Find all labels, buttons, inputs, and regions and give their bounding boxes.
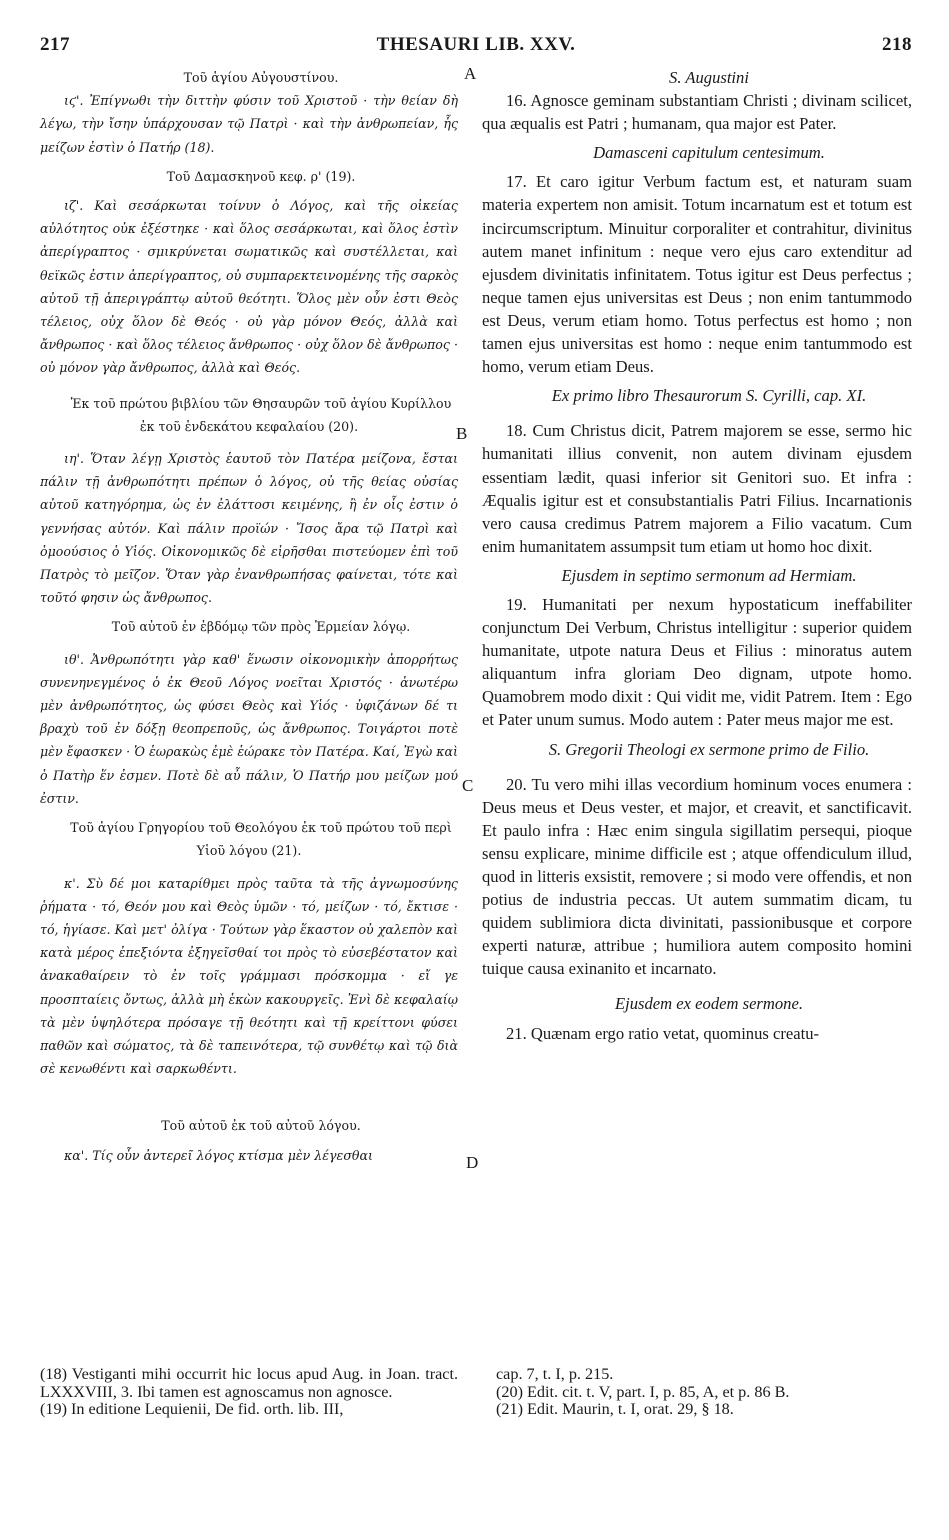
margin-marker-c: C xyxy=(462,776,474,795)
latin-column xyxy=(482,66,912,1045)
latin-paragraph-17: 17. Et caro igitur Verbum factum est, et naturam suam materia expertem non amisit. Totum incarnatum est et totum est incircumscriptum. Minuitur corporaliter et contrahitur, divinitus autem manet infinitum : neque vero ejus caro extenditur ad ejusdem divinitatis infinitatem. Totus igitur est Deus perfectus ; neque tamen ejus universitas est Deus ; non enim tantummodo est Deus, verum etiam homo. Totus perfectus est homo ; non tamen ejus universitas est homo : neque enim tantummodo est homo, verum etiam Deus. xyxy=(482,172,912,377)
latin-heading-hermias: Ejusdem in septimo sermonum ad Hermiam. xyxy=(561,565,857,585)
footnotes-left xyxy=(40,1366,458,1419)
footnote-21: (21) Edit. Maurin, t. I, orat. 29, § 18. xyxy=(496,1400,734,1418)
latin-heading-damascene: Damasceni capitulum centesimum. xyxy=(593,143,825,163)
footnote-20: (20) Edit. cit. t. V, part. I, p. 85, A, et p. 86 B. xyxy=(496,1382,790,1401)
greek-heading-same-sermon: Τοῦ αὐτοῦ ἐκ τοῦ αὐτοῦ λόγου. xyxy=(161,1118,361,1134)
running-title: THESAURI LIB. XXV. xyxy=(376,34,576,55)
latin-heading-same-sermon: Ejusdem ex eodem sermone. xyxy=(614,994,803,1014)
latin-heading-augustine: S. Augustini xyxy=(669,68,749,87)
footnote-19: (19) In editione Lequienii, De fid. orth. lib. III, xyxy=(40,1400,344,1418)
left-page-number: 217 xyxy=(40,34,70,55)
latin-paragraph-18: 18. Cum Christus dicit, Patrem majorem se esse, sermo hic humanitati illius convenit, non autem divinam ejusdem essentiam lædit, quasi inferior sit Genitori suo. Et infra : Æqualis igitur est et consubstantialis Patri Filius. Incarnationis vero causa credimus Patrem majorem a Filio vacatum. Cum enim humanitatem assumpsit tum etiam ut homo hoc dixit. xyxy=(482,421,912,556)
margin-marker-a: A xyxy=(464,64,477,83)
latin-paragraph-21: 21. Quænam ergo ratio vetat, quominus creatu- xyxy=(506,1023,820,1043)
right-page-number: 218 xyxy=(882,34,912,55)
greek-heading-hermias: Τοῦ αὐτοῦ ἐν ἑβδόμῳ τῶν πρὸς Ἑρμείαν λόγῳ. xyxy=(111,619,411,635)
greek-paragraph-16: ιϛ'. Ἐπίγνωθι τὴν διττὴν φύσιν τοῦ Χριστοῦ · τὴν θείαν δὴ λέγω, τὴν ἴσην ὑπάρχουσαν τῷ Πατρὶ · καὶ τὴν ἀνθρωπείαν, ἧς μείζων ἐστὶν ὁ Πατήρ (18). xyxy=(40,93,458,155)
latin-heading-gregory: S. Gregorii Theologi ex sermone primo de Filio. xyxy=(548,739,870,759)
margin-marker-d: D xyxy=(466,1153,479,1172)
latin-paragraph-19: 19. Humanitati per nexum hypostaticum ineffabiliter conjunctum Dei Verbum, Christus intelligitur : superior quidem humanitate, utpote natura Deus et Filius : minoratus autem aliquantum infra gloriam Deo dignam, utpote homo. Quamobrem modo dixit : Qui vidit me, vidit Patrem. Item : Ego et Pater unum sumus. Modo autem : Pater meus major me est. xyxy=(482,594,912,730)
margin-marker-b: B xyxy=(456,424,468,443)
greek-paragraph-20: κ'. Σὺ δέ μοι καταρίθμει πρὸς ταῦτα τὰ τῆς ἀγνωμοσύνης ῥήματα · τό, Θεόν μου καὶ Θεὸς ὑμῶν · τό, μείζων · τό, ἔκτισε · τό, ἡγίασε. Καὶ μετ' ὀλίγα · Τούτων γὰρ ἕκαστον οὐ χαλεπὸν καὶ κατὰ μέρος ἐπεξιόντα ἐξηγεῖσθαί τοι πρὸς τὸ εὐσεβέστατον καὶ ἀνακαθαίρειν τὸ ἐν τοῖς γράμμασι πρόσκομμα · εἴ γε προσπταίεις ὄντως, ἀλλὰ μὴ ἑκὼν κακουργεῖς. Ἐνὶ δὲ κεφαλαίῳ τὰ μὲν ὑψηλότερα πρόσαγε τῇ θεότητι καὶ τῇ κρείττονι φύσει παθῶν καὶ σώματος, τὰ δὲ ταπεινότερα, τῷ συνθέτῳ καὶ τῷ διὰ σὲ κενωθέντι καὶ σαρκωθέντι. xyxy=(40,875,458,1077)
latin-paragraph-20: 20. Tu vero mihi illas vecordium hominum voces enumera : Deus meus et Deus vester, et major, et creavit, et sanctificavit. Et paulo infra : Hæc enim singula sigillatim persequi, pioque sensu explicare, minime difficile est ; atque offendiculum illud, quod in litteris exsistit, removere ; si modo vere offendis, et non potius de industria peccas. Ut autem summatim dicam, tu quidem sublimiora dicta divinitati, passionibusque et corpore experti naturæ, attribue ; humiliora autem composito homini tuique causa exinanito et incarnato. xyxy=(482,774,912,979)
greek-paragraph-19: ιθ'. Ἀνθρωπότητι γὰρ καθ' ἕνωσιν οἰκονομικὴν ἀπορρήτως συνενηνεγμένος ὁ ἐκ Θεοῦ Λόγος νοεῖται Χριστός · ἀνωτέρω μὲν ἀνθρωπότητος, ὡς φύσει Θεὸς καὶ Υἱός · ὑφιζάνων δέ τι βραχὺ τοῦ ἐν δόξῃ θεοπρεποῦς, ὡς ἄνθρωπος. Τοιγάρτοι ποτὲ μὲν ἔφασκεν · Ὁ ἑωρακὼς ἐμὲ ἑώρακε τὸν Πατέρα. Καί, Ἐγὼ καὶ ὁ Πατὴρ ἕν ἐσμεν. Ποτὲ δὲ αὖ πάλιν, Ὁ Πατήρ μου μείζων μού ἐστιν. xyxy=(40,651,458,806)
footnotes-right xyxy=(496,1366,916,1419)
greek-heading-gregory: Τοῦ ἁγίου Γρηγορίου τοῦ Θεολόγου ἐκ τοῦ πρώτου τοῦ περὶ Υἱοῦ λόγου (21). xyxy=(70,820,452,859)
greek-paragraph-17: ιζ'. Καὶ σεσάρκωται τοίνυν ὁ Λόγος, καὶ τῆς οἰκείας αὐλότητος οὐκ ἐξέστηκε · καὶ ὅλος σεσάρκωται, καὶ ὅλος ἐστὶν ἀπερίγραπτος · σμικρύνεται σωματικῶς καὶ συστέλλεται, καὶ θεϊκῶς ἐστιν ἀπερίγραπτος, οὐ συμπαρεκτεινομένης τῆς σαρκὸς αὐτοῦ τῇ ἀπεριγράπτῳ αὐτοῦ θεότητι. Ὅλος μὲν οὖν ἐστι Θεὸς τέλειος, οὐχ ὅλον δὲ Θεός · οὐ γὰρ μόνον Θεός, ἀλλὰ καὶ ἄνθρωπος · καὶ ὅλος τέλειος ἄνθρωπος · οὐχ ὅλον δὲ ἄνθρωπος · οὐ μόνον γὰρ ἄνθρωπος, ἀλλὰ καὶ Θεός. xyxy=(40,198,458,376)
footnote-18: (18) Vestiganti mihi occurrit hic locus apud Aug. in Joan. tract. LXXXVIII, 3. Ibi tamen est agnoscamus non agnosce. xyxy=(40,1365,458,1401)
latin-paragraph-16: 16. Agnosce geminam substantiam Christi ; divinam scilicet, qua æqualis est Patri ; humanam, qua major est Pater. xyxy=(482,91,912,134)
running-header xyxy=(40,34,912,60)
footnote-19-continued: cap. 7, t. I, p. 215. xyxy=(496,1365,614,1383)
latin-heading-cyril: Ex primo libro Thesaurorum S. Cyrilli, cap. XI. xyxy=(551,386,867,406)
greek-column xyxy=(40,66,458,1167)
greek-heading-cyril: Ἐκ τοῦ πρώτου βιβλίου τῶν Θησαυρῶν τοῦ ἁγίου Κυρίλλου ἐκ τοῦ ἑνδεκάτου κεφαλαίου (20). xyxy=(70,395,452,434)
greek-heading-damascene: Τοῦ Δαμασκηνοῦ κεφ. ρ' (19). xyxy=(166,168,356,184)
greek-paragraph-21: κα'. Τίς οὖν ἀντερεῖ λόγος κτίσμα μὲν λέγεσθαι xyxy=(64,1147,373,1163)
greek-heading-augustine: Τοῦ ἁγίου Αὐγουστίνου. xyxy=(183,70,339,85)
greek-paragraph-18: ιη'. Ὅταν λέγῃ Χριστὸς ἑαυτοῦ τὸν Πατέρα μείζονα, ἔσται πάλιν τῇ ἀνθρωπότητι πρέπων ὁ λόγος, οὐ τῆς θείας οὐσίας αὐτοῦ κατηγόρημα, ὡς ἐν ἐλάττοσι κειμένης, ἢ ἐν οἷς ἐστιν ὁ γεννήσας αὐτόν. Καὶ πάλιν προϊών · Ἴσος ἄρα τῷ Πατρὶ καὶ ὁμοούσιος ὁ Υἱός. Οἰκονομικῶς δὲ εἰρῆσθαι πιστεύομεν ἐπὶ τοῦ Πατρὸς τὸ μεῖζον. Ὅταν γὰρ ἐνανθρωπήσας φαίνεται, τότε καὶ τοῦτό φησιν ὡς ἄνθρωπος. xyxy=(40,451,458,606)
